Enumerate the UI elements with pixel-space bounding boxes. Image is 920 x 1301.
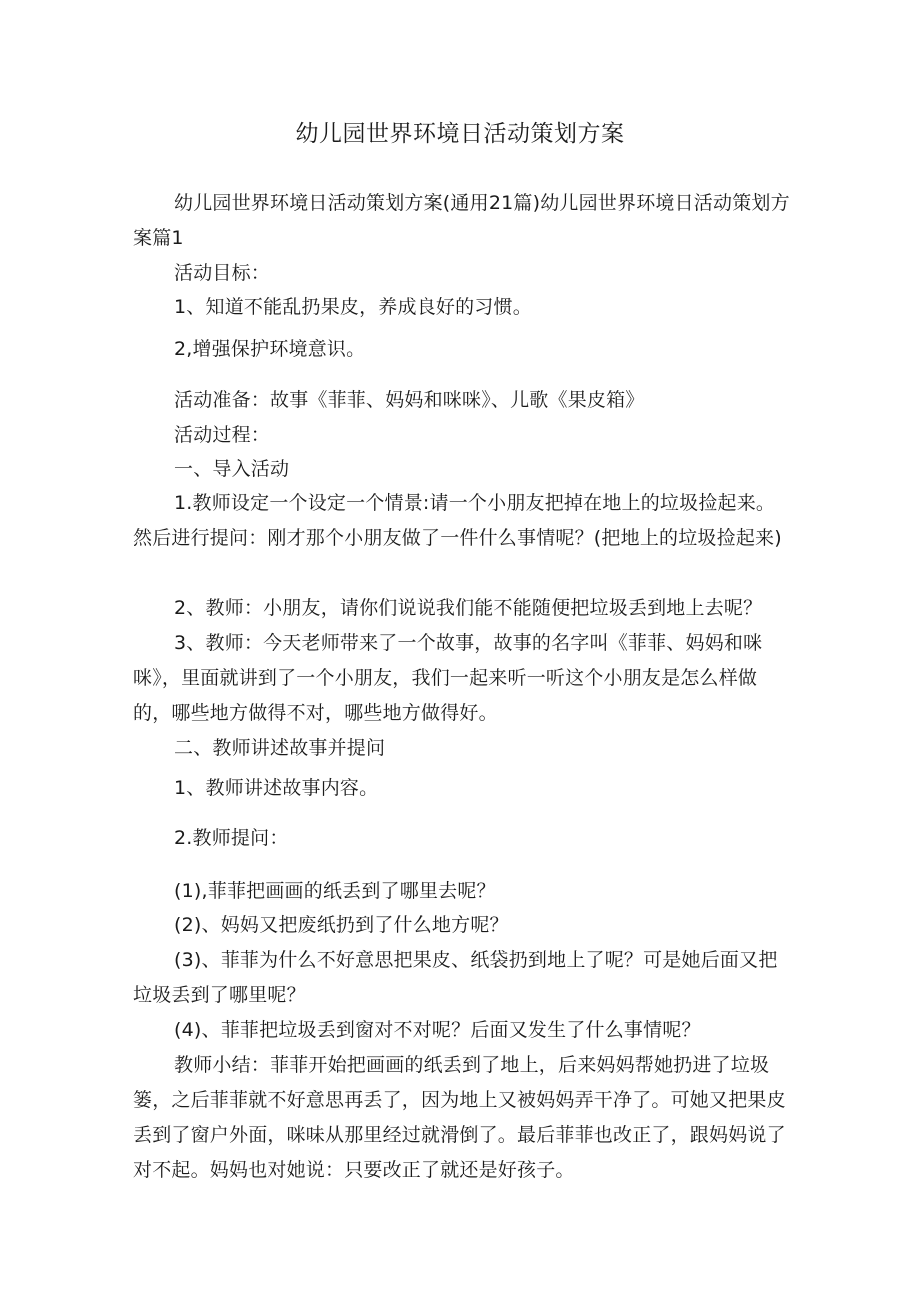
goal-item-2: 2,增强保护环境意识。 <box>174 338 366 360</box>
step-3-paragraph: 3、教师：今天老师带来了一个故事，故事的名字叫《菲菲、妈妈和咪咪》，里面就讲到了一个小朋友，我们一起来听一听这个小朋友是怎么样做的，哪些地方做得不对，哪些地方做得好。 <box>133 632 763 724</box>
goal-item-1: 1、知道不能乱扔果皮，养成良好的习惯。 <box>174 296 532 318</box>
step-2-paragraph: 2、教师：小朋友，请你们说说我们能不能随便把垃圾丢到地上去呢？ <box>174 597 763 619</box>
section-2-item-1: 1、教师讲述故事内容。 <box>174 777 379 799</box>
process-heading: 活动过程： <box>174 424 271 446</box>
question-2: (2)、妈妈又把废纸扔到了什么地方呢？ <box>174 914 509 936</box>
section-1-heading: 一、导入活动 <box>174 458 290 480</box>
goal-heading: 活动目标： <box>174 262 271 284</box>
preparation-paragraph: 活动准备：故事《菲菲、妈妈和咪咪》、儿歌《果皮箱》 <box>174 389 645 411</box>
section-2-item-2: 2.教师提问： <box>174 827 289 849</box>
question-1: (1),菲菲把画画的纸丢到了哪里去呢？ <box>174 880 496 902</box>
intro-paragraph: 幼儿园世界环境日活动策划方案(通用21篇)幼儿园世界环境日活动策划方案篇1 <box>133 192 790 249</box>
question-3: (3)、菲菲为什么不好意思把果皮、纸袋扔到地上了呢？可是她后面又把垃圾丢到了哪里呢？ <box>133 949 778 1006</box>
teacher-summary: 教师小结：菲菲开始把画画的纸丢到了地上，后来妈妈帮她扔进了垃圾篓，之后菲菲就不好意思再丢了，因为地上又被妈妈弄干净了。可她又把果皮丢到了窗户外面，咪味从那里经过就滑倒了。最后菲菲也改正了，跟妈妈说了对不起。妈妈也对她说：只要改正了就还是好孩子。 <box>133 1054 786 1181</box>
document-title: 幼儿园世界环境日活动策划方案 <box>295 121 625 147</box>
step-1-paragraph: 1.教师设定一个设定一个情景:请一个小朋友把掉在地上的垃圾捡起来。然后进行提问：刚才那个小朋友做了一件什么事情呢？(把地上的垃圾捡起来) <box>133 492 782 549</box>
section-2-heading: 二、教师讲述故事并提问 <box>174 737 386 759</box>
question-4: (4)、菲菲把垃圾丢到窗对不对呢？后面又发生了什么事情呢？ <box>174 1019 701 1041</box>
